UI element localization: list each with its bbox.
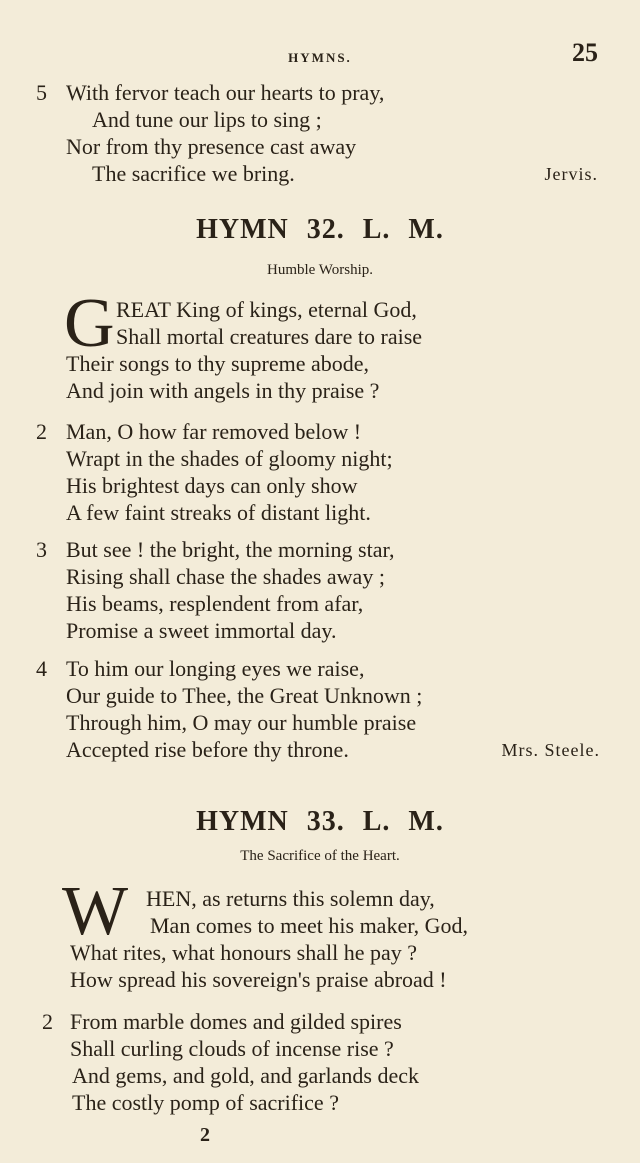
verse-line: Man comes to meet his maker, God, <box>150 913 469 938</box>
verse-line: His beams, resplendent from afar, <box>66 591 364 616</box>
stanza-number: 5 <box>36 80 47 105</box>
verse-line: Promise a sweet immortal day. <box>66 618 337 643</box>
hymn-author: Mrs. Steele. <box>501 740 600 760</box>
stanza-number: 3 <box>36 537 47 562</box>
hymn-title: HYMN 33. L. M. <box>196 806 444 837</box>
hymn-title: HYMN 32. L. M. <box>196 214 444 245</box>
stanza-number: 2 <box>42 1009 53 1034</box>
verse-line: But see ! the bright, the morning star, <box>66 537 395 562</box>
stanza-number: 4 <box>36 656 47 681</box>
verse-line: Their songs to thy supreme abode, <box>66 351 370 376</box>
drop-cap: W <box>62 873 129 950</box>
hymn-subtitle: Humble Worship. <box>266 262 373 278</box>
verse-line: Man, O how far removed below ! <box>66 419 362 444</box>
verse-line: Wrapt in the shades of gloomy night; <box>66 446 393 471</box>
running-head: HYMNS. <box>288 50 352 65</box>
verse-line: And tune our lips to sing ; <box>92 107 322 132</box>
verse-line: HEN, as returns this solemn day, <box>146 886 435 911</box>
verse-line: Accepted rise before thy throne. <box>66 737 349 762</box>
verse-line: From marble domes and gilded spires <box>70 1009 402 1034</box>
verse-line: And gems, and gold, and garlands deck <box>72 1063 420 1088</box>
verse-line: The sacrifice we bring. <box>92 161 295 186</box>
hymn-author: Jervis. <box>544 164 598 184</box>
drop-cap: G <box>64 285 115 362</box>
verse-line: Nor from thy presence cast away <box>66 134 357 159</box>
verse-line: How spread his sovereign's praise abroad ! <box>70 967 447 992</box>
verse-line: What rites, what honours shall he pay ? <box>70 940 418 965</box>
verse-line: With fervor teach our hearts to pray, <box>66 80 385 105</box>
verse-line: Through him, O may our humble praise <box>66 710 417 735</box>
verse-line: His brightest days can only show <box>66 473 358 498</box>
verse-line: Shall mortal creatures dare to raise <box>116 324 423 349</box>
stanza-number: 2 <box>36 419 47 444</box>
verse-line: The costly pomp of sacrifice ? <box>72 1090 339 1115</box>
hymn-subtitle: The Sacrifice of the Heart. <box>240 848 400 864</box>
page-number: 25 <box>572 38 598 67</box>
verse-line: To him our longing eyes we raise, <box>66 656 365 681</box>
verse-line: A few faint streaks of distant light. <box>66 500 371 525</box>
verse-line: Rising shall chase the shades away ; <box>66 564 385 589</box>
verse-line: Shall curling clouds of incense rise ? <box>70 1036 394 1061</box>
verse-line: Our guide to Thee, the Great Unknown ; <box>66 683 423 708</box>
verse-line: And join with angels in thy praise ? <box>66 378 380 403</box>
signature-mark: 2 <box>200 1124 210 1146</box>
verse-line: REAT King of kings, eternal God, <box>116 297 417 322</box>
